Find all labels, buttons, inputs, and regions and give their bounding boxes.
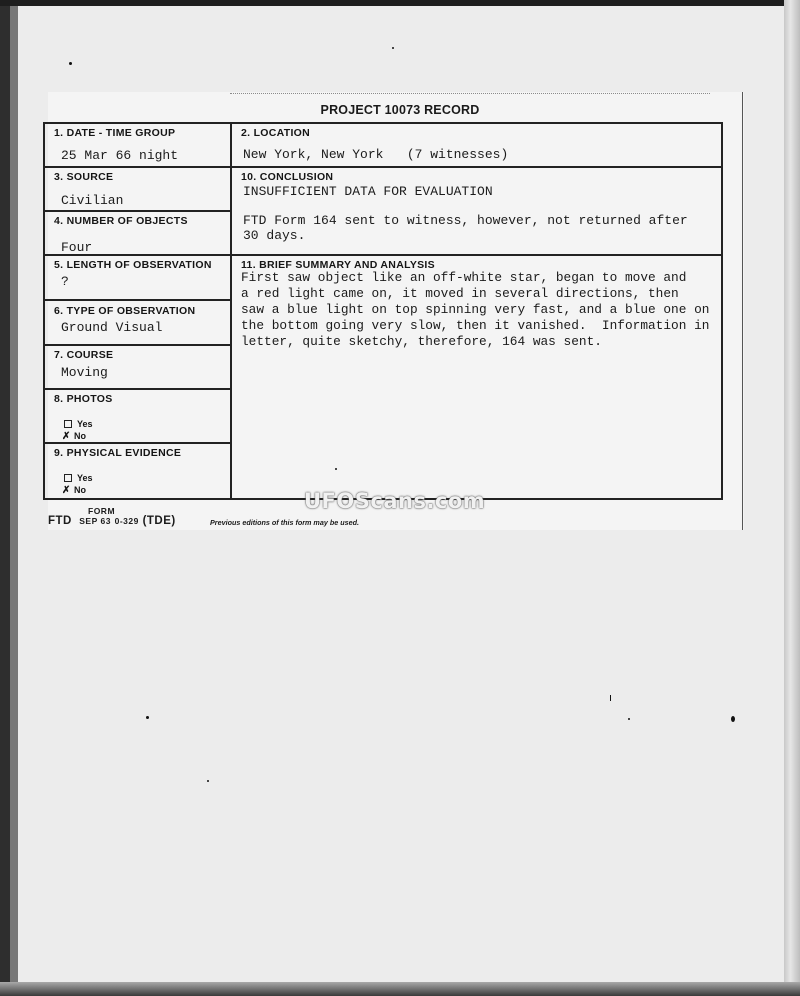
checked-x-icon: ✗ [62, 431, 71, 442]
summary-text [241, 270, 717, 350]
footer-form-id: FTD SEP 63 0-329 (TDE) [48, 515, 176, 527]
number-of-objects-label: 4. NUMBER OF OBJECTS [54, 215, 188, 227]
record-form-grid [43, 122, 723, 500]
conclusion-note-line-2: 30 days. [243, 228, 306, 243]
footer-note: Previous editions of this form may be used. [210, 518, 359, 527]
summary-line: the bottom going very slow, then it vanished. Information in [241, 318, 710, 333]
date-time-group-label: 1. DATE - TIME GROUP [54, 127, 176, 139]
length-of-observation-value: ? [61, 274, 69, 289]
physical-evidence-no-option: ✗ No [62, 485, 86, 496]
photos-label: 8. PHOTOS [54, 393, 113, 405]
watermark: UFOScans.com [304, 489, 486, 513]
physical-evidence-yes-option: Yes [64, 473, 93, 483]
course-label: 7. COURSE [54, 349, 114, 361]
checkbox-empty-icon [64, 474, 72, 482]
footer-form-label: FORM [88, 506, 116, 516]
number-of-objects-value: Four [61, 240, 93, 255]
length-of-observation-label: 5. LENGTH OF OBSERVATION [54, 259, 212, 271]
summary-line: saw a blue light on top spinning very fast, and a blue one on [241, 302, 710, 317]
conclusion-label: 10. CONCLUSION [241, 171, 334, 183]
photos-no-option: ✗ No [62, 431, 86, 442]
source-value: Civilian [61, 193, 124, 208]
checkbox-empty-icon [64, 420, 72, 428]
form-title: PROJECT 10073 RECORD [320, 103, 480, 117]
photos-yes-option: Yes [64, 419, 93, 429]
summary-line: First saw object like an off-white star, began to move and [241, 270, 687, 285]
location-value: New York, New York (7 witnesses) [243, 147, 509, 162]
type-of-observation-value: Ground Visual [61, 320, 163, 335]
checked-x-icon: ✗ [62, 485, 71, 496]
source-label: 3. SOURCE [54, 171, 114, 183]
summary-line: a red light came on, it moved in several directions, then [241, 286, 679, 301]
summary-label: 11. BRIEF SUMMARY AND ANALYSIS [241, 259, 435, 271]
conclusion-note-line-1: FTD Form 164 sent to witness, however, not returned after [243, 213, 688, 228]
location-label: 2. LOCATION [241, 127, 311, 139]
course-value: Moving [61, 365, 108, 380]
conclusion-value: INSUFFICIENT DATA FOR EVALUATION [243, 184, 493, 199]
type-of-observation-label: 6. TYPE OF OBSERVATION [54, 305, 196, 317]
summary-line: letter, quite sketchy, therefore, 164 was sent. [241, 334, 602, 349]
physical-evidence-label: 9. PHYSICAL EVIDENCE [54, 447, 182, 459]
date-time-group-value: 25 Mar 66 night [61, 148, 179, 163]
